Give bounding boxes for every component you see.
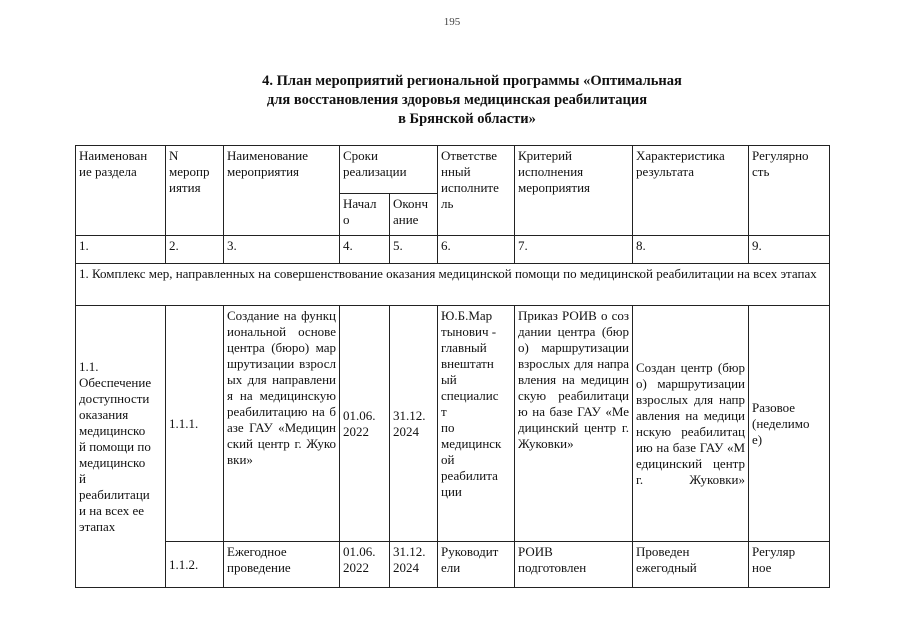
header-criterion: Критерий исполнения мероприятия xyxy=(515,146,633,236)
header-regularity: Регулярно сть xyxy=(749,146,830,236)
title-line-1: 4. План мероприятий региональной программы «Оптимальная xyxy=(262,73,682,89)
title-line-3: в Брянской области» xyxy=(398,111,536,127)
result-description: Создан центр (бюро) маршрутизации взрослых для направления на медицинскую реабилитацию на базе ГАУ «Медицинский центр г. Жуковки» xyxy=(633,306,749,542)
column-number: 4. xyxy=(340,236,390,264)
end-date: 31.12. 2024 xyxy=(390,306,438,542)
header-measure-no: N меропр иятия xyxy=(166,146,224,236)
title-line-2: для восстановления здоровья медицинская реабилитация xyxy=(266,92,648,108)
column-numbers-row xyxy=(76,236,830,264)
measure-name: Ежегодное проведение xyxy=(224,542,340,588)
plan-table xyxy=(75,145,830,588)
column-number: 5. xyxy=(390,236,438,264)
header-result: Характеристика результата xyxy=(633,146,749,236)
responsible-person: Руководит ели xyxy=(438,542,515,588)
table-row xyxy=(76,306,830,542)
regularity: Регуляр ное xyxy=(749,542,830,588)
header-start: Начал о xyxy=(340,194,390,236)
column-number: 7. xyxy=(515,236,633,264)
section-1-1-cell: 1.1. Обеспечение доступности оказания медицинско й помощи по медицинско й реабилитаци и на всех ее этапах xyxy=(76,306,166,588)
end-date: 31.12. 2024 xyxy=(390,542,438,588)
header-row xyxy=(76,146,830,194)
header-end: Оконч ание xyxy=(390,194,438,236)
page-number: 195 xyxy=(443,16,461,28)
header-terms: Сроки реализации xyxy=(340,146,438,194)
column-number: 9. xyxy=(749,236,830,264)
column-number: 6. xyxy=(438,236,515,264)
header-section-name: Наименован ие раздела xyxy=(76,146,166,236)
responsible-person: Ю.Б.Мар тынович - главный внештатн ый специалис т по медицинск ой реабилита ции xyxy=(438,306,515,542)
section-1-title: 1. Комплекс мер, направленных на совершенствование оказания медицинской помощи по медицинской реабилитации на всех этапах xyxy=(76,264,830,306)
document-title xyxy=(0,72,904,129)
column-number: 2. xyxy=(166,236,224,264)
section-heading-row xyxy=(76,264,830,306)
header-responsible: Ответстве нный исполните ль xyxy=(438,146,515,236)
start-date: 01.06. 2022 xyxy=(340,542,390,588)
column-number: 1. xyxy=(76,236,166,264)
table-row xyxy=(76,542,830,588)
row-number: 1.1.2. xyxy=(166,542,224,588)
criterion: РОИВ подготовлен xyxy=(515,542,633,588)
column-number: 3. xyxy=(224,236,340,264)
start-date: 01.06. 2022 xyxy=(340,306,390,542)
result-description: Проведен ежегодный xyxy=(633,542,749,588)
header-measure-name: Наименование мероприятия xyxy=(224,146,340,236)
measure-name: Создание на функциональной основе центра (бюро) маршрутизации взрослых для направления на медицинскую реабилитацию на базе ГАУ «Медицинский центр г. Жуковки» xyxy=(224,306,340,542)
row-number: 1.1.1. xyxy=(166,306,224,542)
criterion: Приказ РОИВ о создании центра (бюро) маршрутизации взрослых для направления на медицинскую реабилитацию на базе ГАУ «Медицинский центр г. Жуковки» xyxy=(515,306,633,542)
regularity: Разовое (неделимо е) xyxy=(749,306,830,542)
column-number: 8. xyxy=(633,236,749,264)
